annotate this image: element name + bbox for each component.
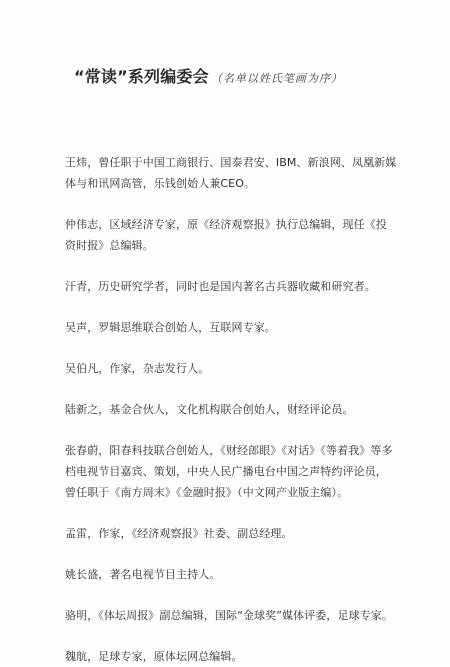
member-entry: 孟雷，作家，《经济观察报》社委、副总经理。 (65, 527, 293, 540)
member-entry: 张春蔚，阳春科技联合创始人，《财经郎眼》《对话》《等着我》等多档电视节目嘉宾、策划，中央人民广播电台中国之声特约评论员，曾任职于《南方周末》《金融时报》（中文网产业版主编）。 (65, 444, 393, 499)
member-entry: 吴伯凡，作家，杂志发行人。 (65, 362, 210, 375)
title-subtitle: （名单以姓氏笔画为序） (210, 72, 343, 85)
member-entry: 仲伟志，区域经济专家，原《经济观察报》执行总编辑，现任《投资时报》总编辑。 (65, 218, 387, 252)
member-entry: 骆明，《体坛周报》副总编辑，国际“金球奖”媒体评委，足球专家。 (65, 609, 393, 622)
member-entry: 汗青，历史研究学者，同时也是国内著名古兵器收藏和研究者。 (65, 280, 376, 293)
member-entry: 吴声，罗辑思维联合创始人，互联网专家。 (65, 321, 276, 334)
member-entry: 魏航，足球专家，原体坛网总编辑。 (65, 650, 243, 663)
title-text: “常读”系列编委会 (74, 67, 209, 86)
member-list (65, 152, 397, 667)
page-title (74, 64, 404, 87)
member-entry: 陆新之，基金合伙人，文化机构联合创始人，财经评论员。 (65, 403, 354, 416)
member-entry: 王炜，曾任职于中国工商银行、国泰君安、IBM、新浪网、凤凰新媒体与和讯网高管，乐钱创始人兼CEO。 (65, 156, 397, 190)
member-entry: 姚长盛，著名电视节目主持人。 (65, 568, 221, 581)
